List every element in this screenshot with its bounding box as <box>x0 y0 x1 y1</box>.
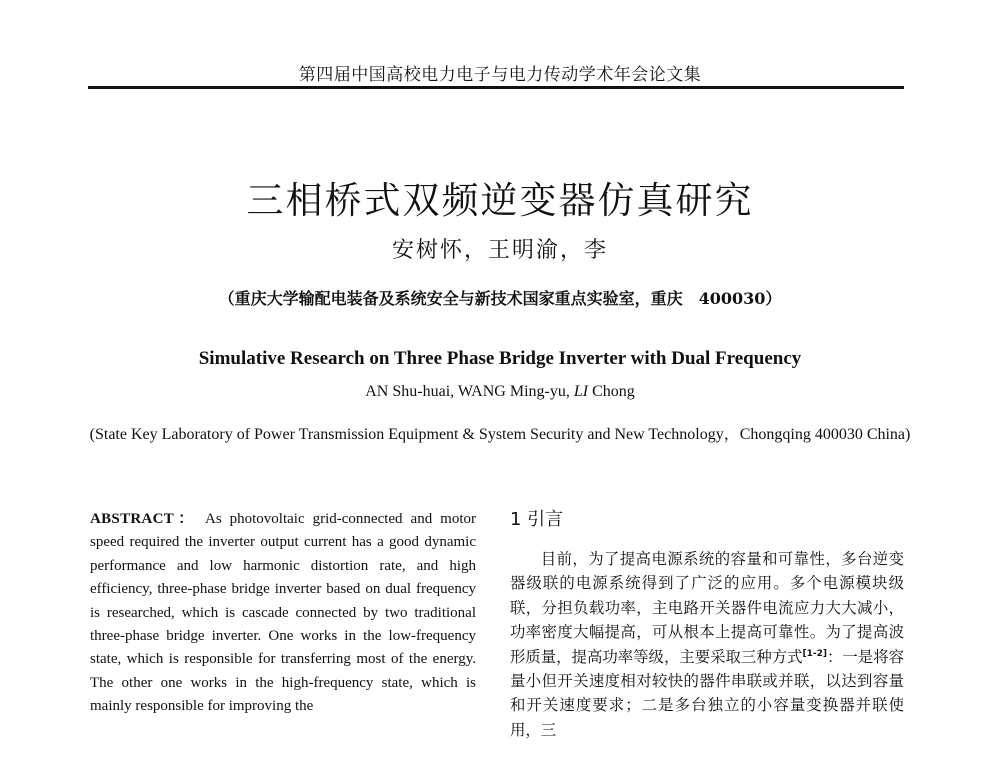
affiliation-cn: （重庆大学输配电装备及系统安全与新技术国家重点实验室，重庆 400030） <box>218 289 782 308</box>
paper-title-cn: 三相桥式双频逆变器仿真研究 <box>246 179 754 222</box>
abstract-label: ABSTRACT： <box>90 511 198 527</box>
section-heading-introduction: 1 引言 <box>510 509 564 530</box>
authors-en-main: AN Shu-huai, WANG Ming-yu, <box>365 383 574 400</box>
paper-title-en: Simulative Research on Three Phase Bridge Inverter with Dual Frequency <box>198 348 802 369</box>
citation-ref: [1-2] <box>802 648 827 659</box>
affiliation-en: (State Key Laboratory of Power Transmission Equipment & System Security and New Technology，Chongqing 400030 China) <box>89 426 911 443</box>
abstract-text: As photovoltaic grid-connected and motor speed required the inverter output current has a good dynamic performance and low harmonic distortion rate, and high efficiency, three-phase bridge inverter based on dual frequency is researched, which is cascade connected by two traditional three-phase bridge inverter. One works in the low-frequency state, which is responsible for transferring most of the energy. The other one works in the high-frequency state, which is mainly responsible for improving the <box>90 511 476 715</box>
header-rule <box>88 86 904 89</box>
authors-cn: 安树怀，王明渝，李 <box>391 238 608 263</box>
introduction-column <box>510 505 904 742</box>
intro-text-after-ref: ：一是将容量小但开关速度相对较快的器件串联或并联，以达到容量和开关速度要求；二是多台独立的小容量变换器并联使用，三 <box>510 647 904 739</box>
abstract-column <box>90 508 476 719</box>
authors-en-tail: Chong <box>588 383 635 400</box>
intro-text-before-ref: 目前，为了提高电源系统的容量和可靠性，多台逆变器级联的电源系统得到了广泛的应用。多个电源模块级联，分担负载功率，主电路开关器件电流应力大大减小，功率密度大幅提高，可从根本上提高可靠性。为了提高波形质量，提高功率等级，主要采取三种方式 <box>510 550 904 666</box>
running-header: 第四届中国高校电力电子与电力传动学术年会论文集 <box>298 65 702 85</box>
authors-en <box>0 383 1000 401</box>
authors-en-italic: LI <box>573 383 589 400</box>
introduction-paragraph <box>510 547 904 742</box>
